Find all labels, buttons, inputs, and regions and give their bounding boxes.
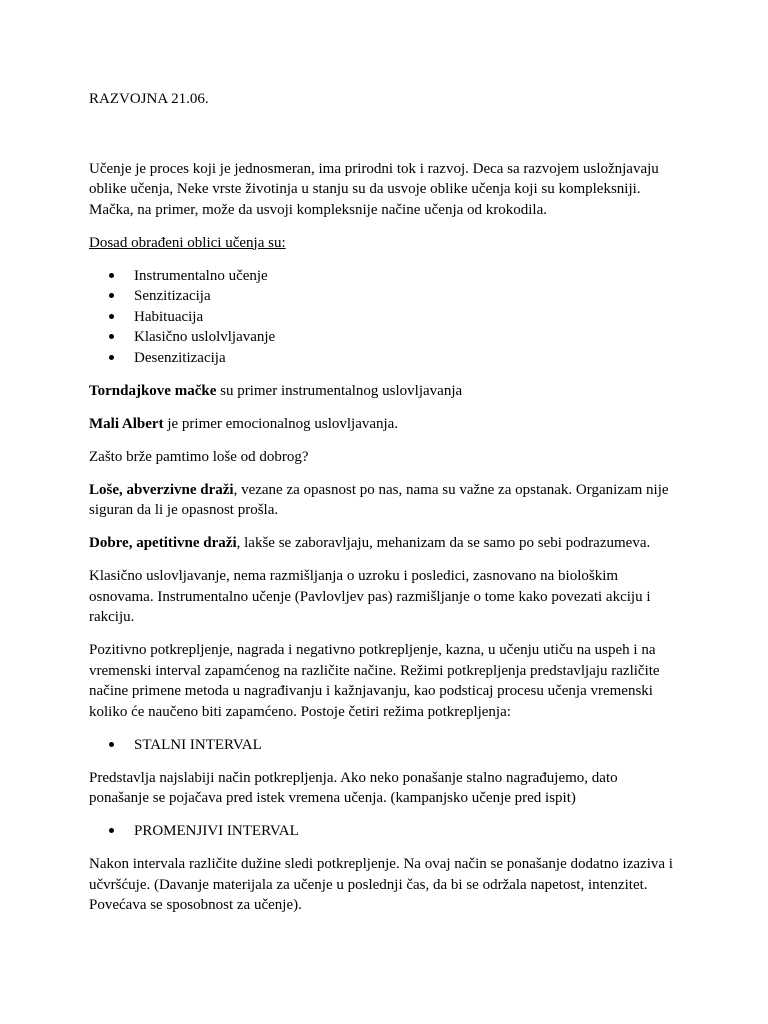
lose-bold: Loše, abverzivne draži <box>89 481 234 498</box>
list-item: PROMENJIVI INTERVAL <box>89 821 679 842</box>
forms-heading: Dosad obrađeni oblici učenja su: <box>89 234 286 251</box>
albert-bold: Mali Albert <box>89 415 164 432</box>
regime1-paragraph: Predstavlja najslabiji način potkrepljenja. Ako neko ponašanje stalno nagrađujemo, dato ponašanje se pojačava pred istek vremena učenja. (kampanjsko učenje pred ispit) <box>89 769 618 806</box>
lose-text: , vezane za opasnost po nas, nama su važne za opstanak. Organizam nije siguran da li je opasnost prošla. <box>89 481 669 518</box>
list-item: Habituacija <box>89 307 679 328</box>
list-item: Klasično uslolvljavanje <box>89 327 679 348</box>
document-page <box>89 89 679 916</box>
torndajk-paragraph <box>89 381 679 402</box>
regime2-list <box>89 821 679 842</box>
question-paragraph: Zašto brže pamtimo loše od dobrog? <box>89 448 309 465</box>
list-item: STALNI INTERVAL <box>89 735 679 756</box>
torndajk-bold: Torndajkove mačke <box>89 382 217 399</box>
dobre-text: , lakše se zaboravljaju, mehanizam da se samo po sebi podrazumeva. <box>236 535 651 551</box>
dobre-bold: Dobre, apetitivne draži <box>89 535 237 551</box>
lose-paragraph <box>89 480 679 521</box>
intro-paragraph: Učenje je proces koji je jednosmeran, ima prirodni tok i razvoj. Deca sa razvojem usložnjavaju oblike učenja, Neke vrste životinja u stanju su da usvoje oblike učenja koji su kompleksniji. Mačka, na primer, može da usvoji kompleksnije načine učenja od krokodila. <box>89 160 659 218</box>
list-item: Instrumentalno učenje <box>89 266 679 287</box>
klasicno-paragraph: Klasično uslovljavanje, nema razmišljanja o uzroku i posledici, zasnovano na biološkim osnovama. Instrumentalno učenje (Pavlovljev pas) razmišljanje o tome kako povezati akciju i rakciju. <box>89 568 651 625</box>
albert-text: je primer emocionalnog uslovljavanja. <box>163 415 399 432</box>
albert-paragraph <box>89 414 679 435</box>
dobre-paragraph <box>89 533 679 554</box>
regime1-list <box>89 735 679 756</box>
list-item: Senzitizacija <box>89 286 679 307</box>
torndajk-text: su primer instrumentalnog uslovljavanja <box>216 382 463 399</box>
document-title: RAZVOJNA 21.06. <box>89 91 209 107</box>
forms-list <box>89 266 679 369</box>
regime2-paragraph: Nakon intervala različite dužine sledi potkrepljenje. Na ovaj način se ponašanje dodatno izaziva i učvršćuje. (Davanje materijala za učenje u poslednji čas, da bi se održala napetost, intenzitet. Povećava se sposobnost za učenje). <box>89 856 673 913</box>
pozitivno-paragraph: Pozitivno potkrepljenje, nagrada i negativno potkrepljenje, kazna, u učenju utiču na uspeh i na vremenski interval zapamćenog na različite načine. Režimi potkrepljenja predstavljaju različite načine primene metoda u nagrađivanju i kažnjavanju, kao podsticaj procesu učenja vremenski koliko će naučeno biti zapamćeno. Postoje četiri režima potkrepljenja: <box>89 642 660 720</box>
list-item: Desenzitizacija <box>89 348 679 369</box>
